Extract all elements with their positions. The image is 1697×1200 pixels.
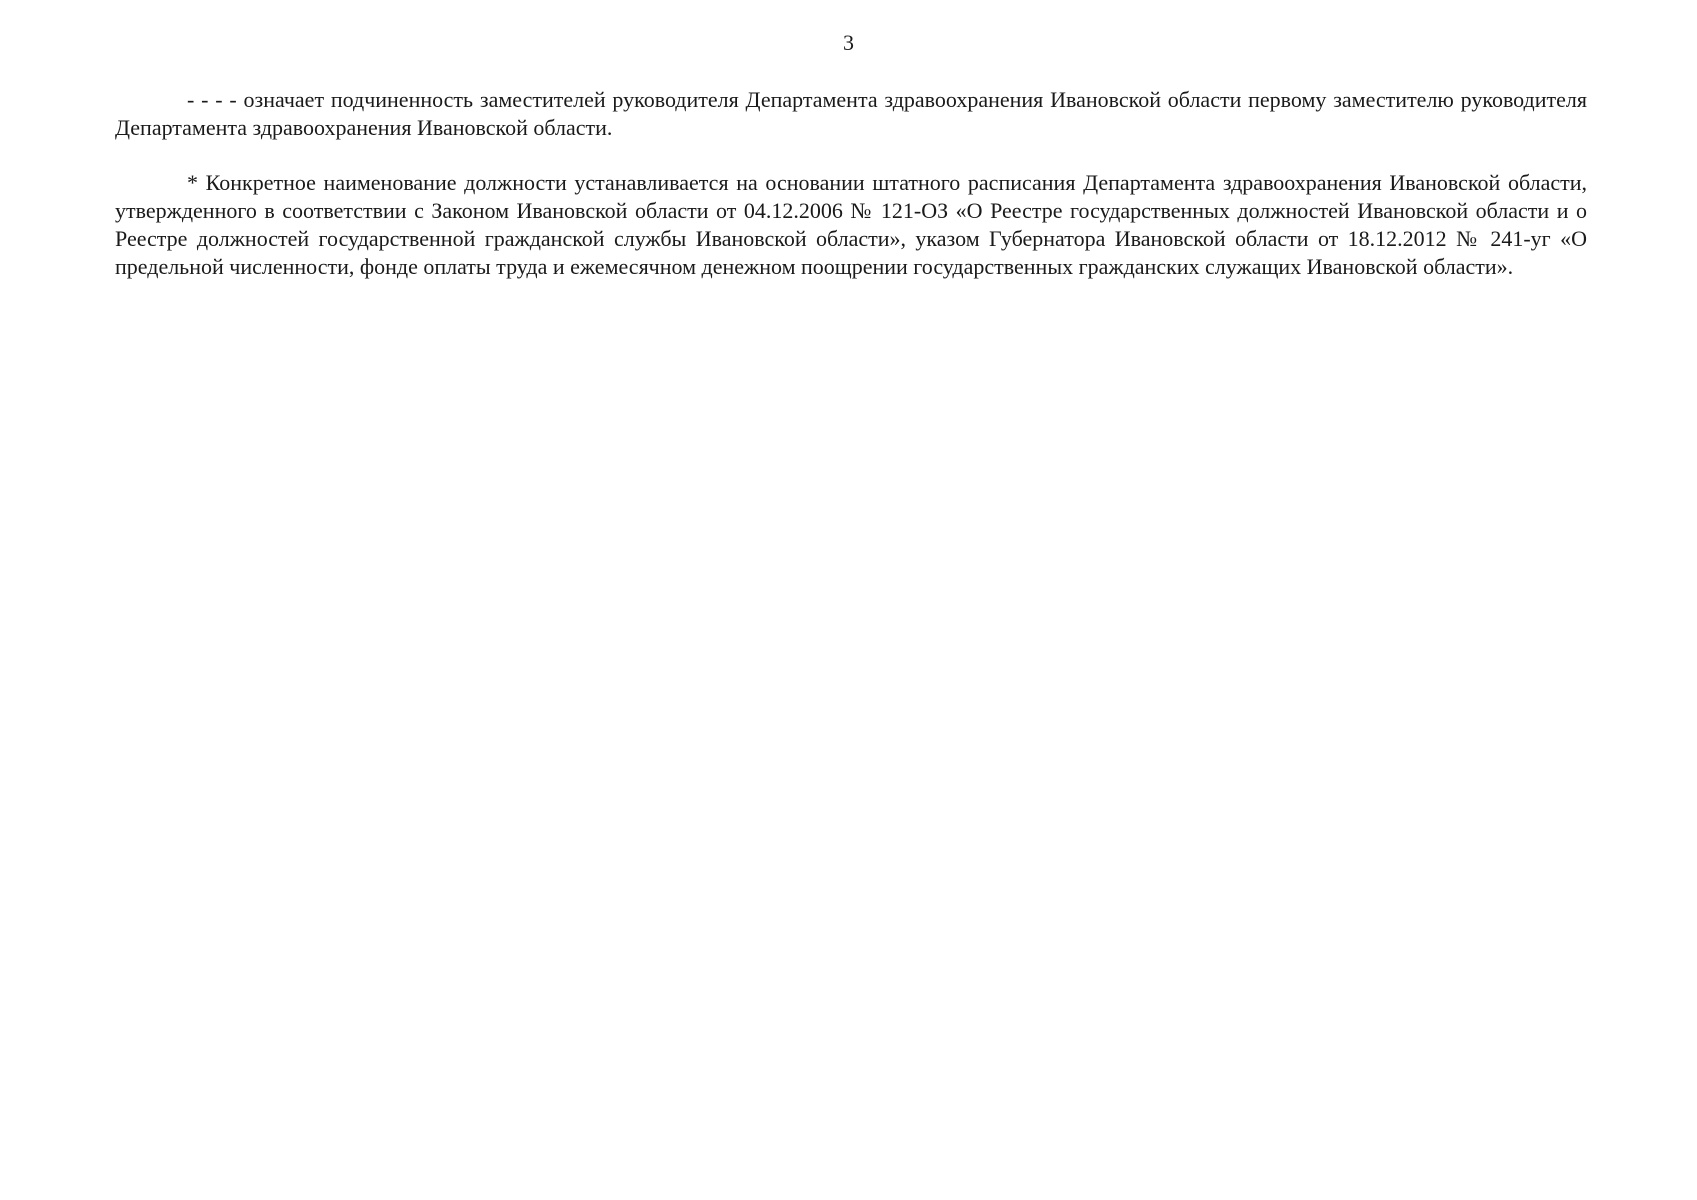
page-number: 3 [843,30,854,55]
legend-paragraph: - - - - означает подчиненность заместителей руководителя Департамента здравоохранения Ивановской области первому заместителю руководителя Департамента здравоохранения Ивановской области. [115,87,1587,140]
footnote-paragraph: * Конкретное наименование должности устанавливается на основании штатного расписания Департамента здравоохранения Ивановской области, утвержденного в соответствии с Законом Ивановской области от 04.12.2006 № 121-ОЗ «О Реестре государственных должностей Ивановской области и о Реестре должностей государственной гражданской службы Ивановской области», указом Губернатора Ивановской области от 18.12.2012 № 241-уг «О предельной численности, фонде оплаты труда и ежемесячном денежном поощрении государственных гражданских служащих Ивановской области». [115,170,1587,279]
